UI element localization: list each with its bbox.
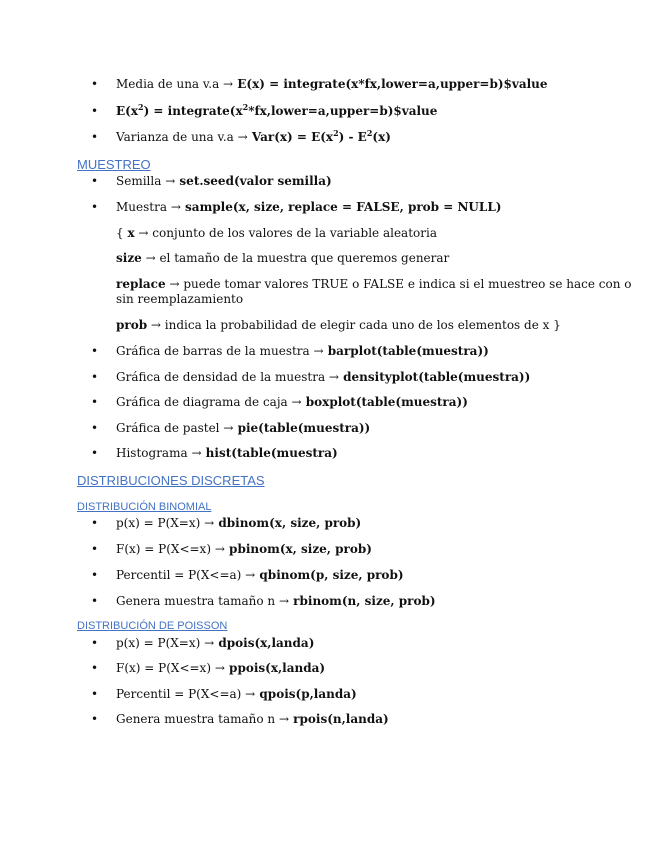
bullet: • (91, 568, 99, 582)
arrow-icon: → (165, 277, 180, 291)
document-page: • Media de una v.a → E(x) = integrate(x*fx,lower=a,upper=b)$value • $E(x^2)$ = $integrate(x^2*fx,lower=a,upper=b)\$value$ • Varianza de una $v.a \to Var(x) = E(x^2) - E^2(x)$ MUESTREO • Semilla → set.seed(valor semilla) • Muestra → sample(x, size, replace = FALSE, prob = NULL) { x → conjunto de los valores de la variable aleatoria size → el tamaño de la muestra que queremos generar replace → puede tomar valores TRUE o FALSE e indica si el muestreo se hace con o sin reemplazamiento prob → indica la probabilidad de elegir cada uno de los elementos de x } • Gráfica de barras de la muestra → barplot(table(muestra)) • Gráfica de densidad de la muestra → densityplot(table(muestra)) • Gráfica de diagrama de caja → boxplot(table(muestra)) • Gráfica de pastel → pie(table(muestra)) • Histograma → hist(table(muestra) DISTRIBUCIONES DISCRETAS DISTRIBUCIÓN BINOMIAL • p(x) = P(X=x) → dbinom(x, size, prob) • F(x) = P(X<=x) → pbinom(x, size, prob) • Percentil = P(X<=a) → qbinom(p, size, prob) • Genera muestra tamaño n → rbinom(n, size, prob) DISTRIBUCIÓN DE POISSON • p(x) = P(X=x) → dpois(x,landa) • F(x) = P(X<=x) → ppois(x,landa) • Percentil = P(X<=a) → qpois(p,landa) • Genera muestra tamaño n → rpois(n,landa) (77, 77, 632, 726)
item-text: Media de una v.a (116, 77, 224, 91)
arrow-icon: → (237, 130, 248, 144)
item-text: Semilla (116, 174, 166, 188)
bullet: • (91, 687, 99, 701)
bullet: • (91, 516, 99, 530)
arrow-icon: → (204, 516, 215, 530)
arrow-icon: → (170, 200, 181, 214)
arrow-icon: → (204, 636, 215, 650)
arrow-icon: → (245, 687, 256, 701)
item-code: sample(x, size, replace = FALSE, prob = NULL) (180, 200, 502, 214)
arrow-icon: → (291, 395, 302, 409)
bullet: • (91, 130, 99, 144)
bullet: • (91, 104, 99, 118)
item-code: $E(x^2)$ = $integrate(x^2*fx,lower=a,upper=b)\$value$ (116, 102, 438, 118)
bullet: • (91, 594, 99, 608)
bullet: • (91, 542, 99, 556)
bullet: • (91, 344, 99, 358)
section-heading-discretas: DISTRIBUCIONES DISCRETAS (77, 473, 265, 488)
arrow-icon: → (165, 174, 176, 188)
arrow-icon: → (278, 712, 289, 726)
arrow-icon: → (141, 251, 156, 265)
arrow-icon: → (278, 594, 289, 608)
bullet: • (91, 636, 99, 650)
bullet: • (91, 712, 99, 726)
bullet: • (91, 370, 99, 384)
subheading-poisson: DISTRIBUCIÓN DE POISSON (77, 620, 228, 632)
bullet: • (91, 446, 99, 460)
arrow-icon: → (214, 542, 225, 556)
arrow-icon: → (313, 344, 324, 358)
bullet: • (91, 174, 99, 188)
arrow-icon: → (245, 568, 256, 582)
item-code: set.seed(valor semilla) (175, 174, 332, 188)
arrow-icon: → (214, 661, 225, 675)
bullet: • (91, 200, 99, 214)
section-heading-muestreo: MUESTREO (77, 157, 151, 172)
arrow-icon: → (223, 77, 234, 91)
arrow-icon: → (328, 370, 339, 384)
bullet: • (91, 77, 99, 91)
item-code: $Var(x) = E(x^2) - E^2(x)$ (247, 128, 391, 144)
bullet: • (91, 661, 99, 675)
arrow-icon: → (147, 318, 161, 332)
arrow-icon: → (223, 421, 234, 435)
item-text: Varianza de una v.a (116, 130, 238, 144)
arrow-icon: → (134, 226, 149, 240)
bullet: • (91, 421, 99, 435)
bullet: • (91, 395, 99, 409)
arrow-icon: → (191, 446, 202, 460)
subheading-binomial: DISTRIBUCIÓN BINOMIAL (77, 501, 212, 513)
item-code: E(x) = integrate(x*fx,lower=a,upper=b)$value (233, 77, 548, 91)
item-text: Muestra (116, 200, 171, 214)
